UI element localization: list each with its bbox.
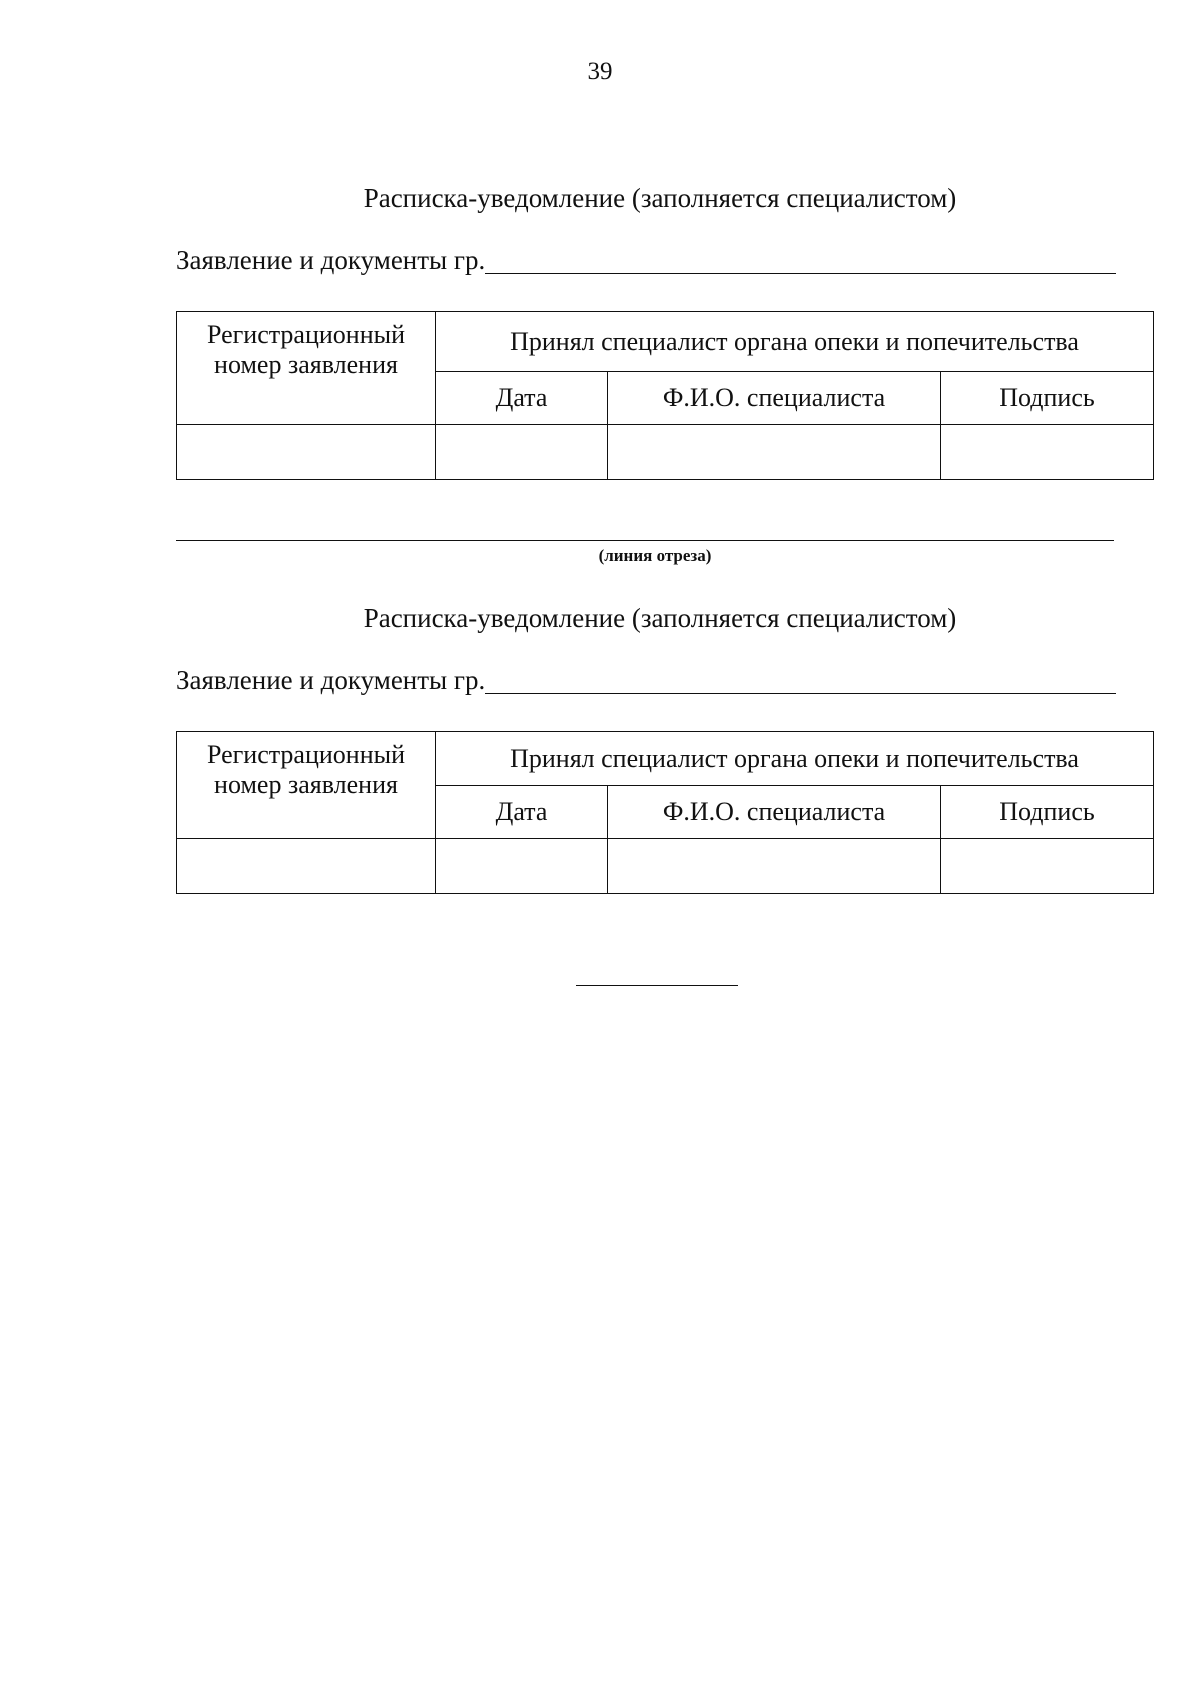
reg-number-cell[interactable] — [177, 425, 436, 480]
applicant-label: Заявление и документы гр. — [176, 665, 486, 695]
end-of-document-rule — [576, 985, 738, 986]
applicant-line — [176, 665, 1116, 696]
signature-cell[interactable] — [941, 425, 1154, 480]
accepted-by-header: Принял специалист органа опеки и попечительства — [436, 732, 1154, 786]
cut-line-label: (линия отреза) — [598, 546, 712, 565]
receipt-table — [176, 731, 1154, 894]
date-cell[interactable] — [436, 839, 608, 894]
receipt-table — [176, 311, 1154, 480]
date-column-header: Дата — [436, 786, 608, 839]
reg-number-header — [177, 732, 436, 839]
reg-number-cell[interactable] — [177, 839, 436, 894]
reg-number-header-line2: номер заявления — [214, 770, 398, 799]
accepted-by-header: Принял специалист органа опеки и попечительства — [436, 312, 1154, 372]
applicant-line — [176, 245, 1116, 276]
signature-cell[interactable] — [941, 839, 1154, 894]
page-number: 39 — [587, 58, 613, 85]
signature-column-header: Подпись — [941, 786, 1154, 839]
reg-number-header — [177, 312, 436, 425]
reg-number-header-line1: Регистрационный — [206, 740, 406, 769]
date-cell[interactable] — [436, 425, 608, 480]
specialist-name-cell[interactable] — [608, 839, 941, 894]
applicant-name-field[interactable] — [485, 692, 1116, 694]
receipt-title: Расписка-уведомление (заполняется специалистом) — [363, 603, 957, 633]
applicant-label: Заявление и документы гр. — [176, 245, 486, 275]
applicant-name-field[interactable] — [485, 272, 1116, 274]
specialist-name-column-header: Ф.И.О. специалиста — [608, 786, 941, 839]
receipt-title: Расписка-уведомление (заполняется специалистом) — [363, 183, 957, 213]
signature-column-header: Подпись — [941, 372, 1154, 425]
specialist-name-column-header: Ф.И.О. специалиста — [608, 372, 941, 425]
reg-number-header-line2: номер заявления — [214, 350, 398, 379]
cut-line — [176, 540, 1114, 541]
specialist-name-cell[interactable] — [608, 425, 941, 480]
date-column-header: Дата — [436, 372, 608, 425]
reg-number-header-line1: Регистрационный — [206, 320, 406, 349]
